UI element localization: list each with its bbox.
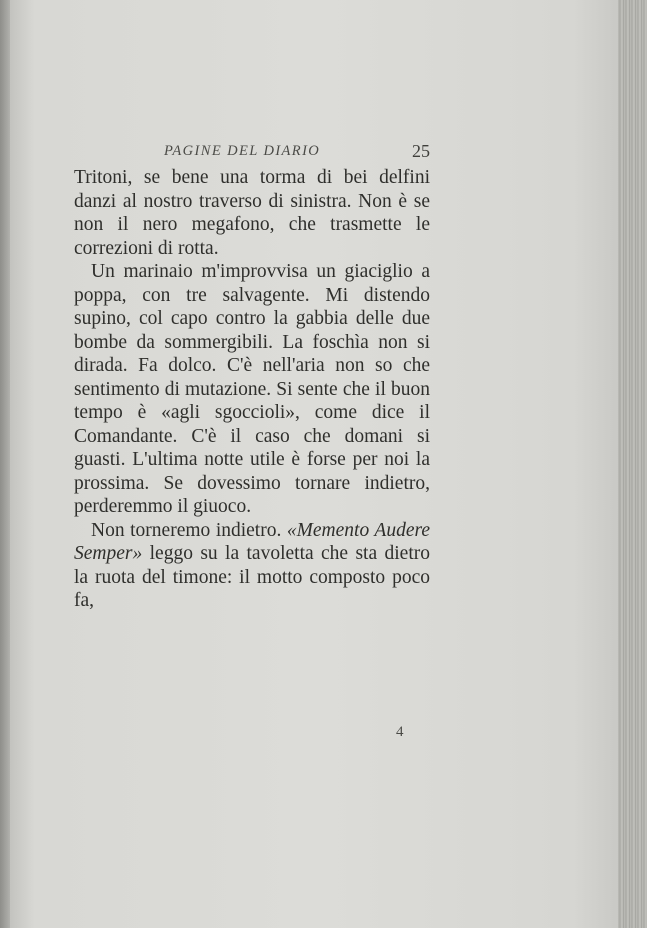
page-edges (618, 0, 647, 928)
running-title: PAGINE DEL DIARIO (164, 143, 321, 159)
paragraph-3-start: Non torneremo indietro. (91, 519, 287, 541)
paragraph-2: Un marinaio m'improvvisa un giaciglio a poppa, con tre salvagente. Mi distendo supino, col capo contro la gabbia delle due bombe da sommergibili. La foschìa non si dirada. Fa dolco. C'è nell'aria non so che sentimento di mutazione. Si sente che il buon tempo è «agli sgoccioli», come dice il Comandante. C'è il caso che domani si guasti. L'ultima notte utile è forse per noi la prossima. Se dovessimo tornare indietro, perderemmo il giuoco. (74, 261, 430, 517)
paragraph-1: Tritoni, se bene una torma di bei delfini danzi al nostro traverso di sinistra. Non è se non il nero megafono, che trasmette le correzioni di rotta. (74, 167, 430, 259)
page-header (74, 141, 430, 165)
body-text (74, 166, 430, 613)
page-number: 25 (412, 141, 430, 161)
signature-mark: 4 (396, 724, 404, 740)
paragraph-3 (74, 519, 430, 613)
motto-italic: «Memento Audere Semper» (74, 519, 430, 564)
paragraph-3-end: leggo su la tavoletta che sta dietro la ruota del timone: il motto composto poco fa, (74, 543, 430, 611)
